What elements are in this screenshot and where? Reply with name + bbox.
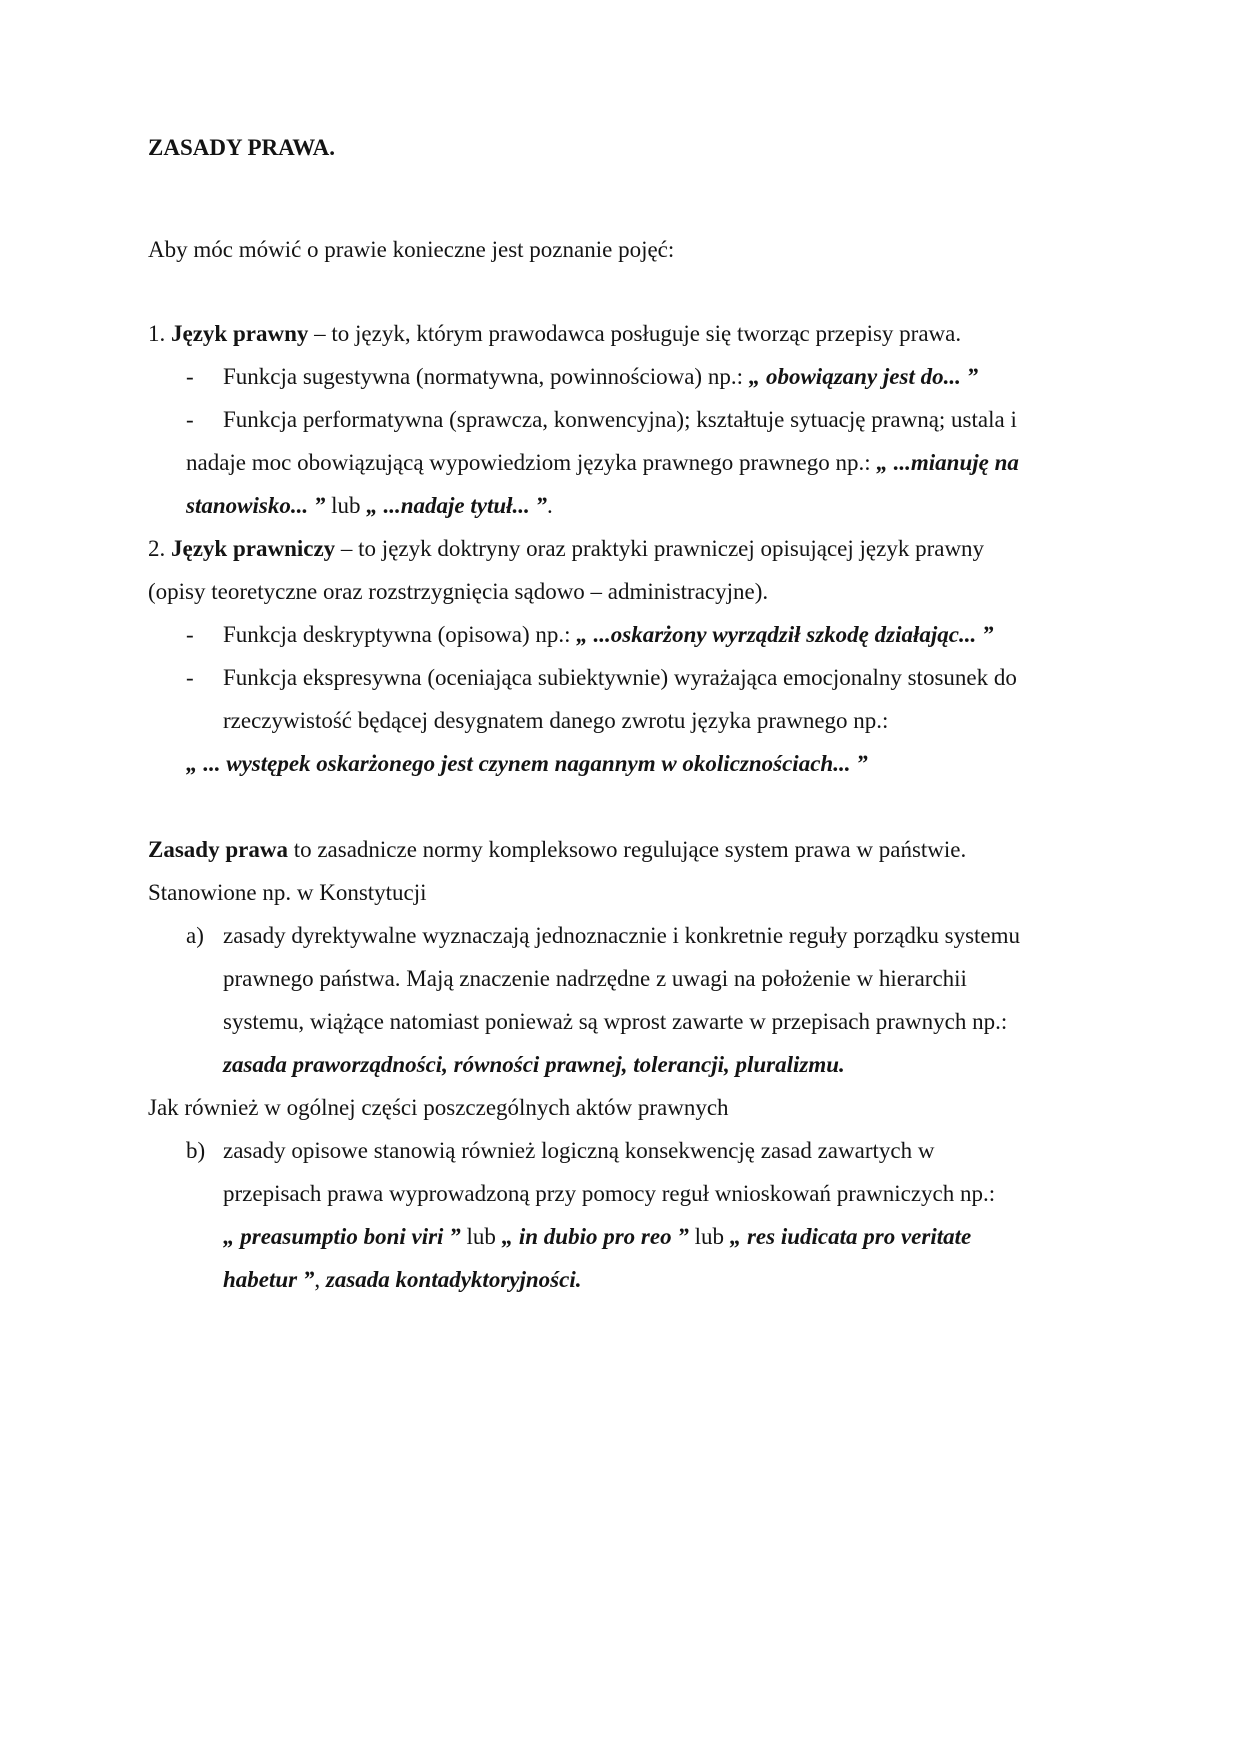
example-quote: „ obowiązany jest do... ” [748,364,979,389]
section-2-number: 2. [148,536,166,561]
item-a-line-2: prawnego państwa. Mają znaczenie nadrzędne z uwagi na położenie w hierarchii [223,966,967,991]
bullet-marker: - [186,407,194,432]
list-marker-a: a) [186,923,204,948]
section-2-heading [148,535,984,563]
intro-text: Aby móc mówić o prawie konieczne jest poznanie pojęć: [148,237,675,262]
example-quote: „ ...oskarżony wyrządził szkodę działając... ” [576,622,994,647]
example-quote: zasada kontadyktoryjności. [325,1267,582,1292]
section-2-term: Język prawniczy [171,536,336,561]
list-marker-b: b) [186,1138,206,1163]
section-1-bullet-2-line-2: nadaje moc obowiązującą wypowiedziom języka prawnego prawnego np.: „ ...mianuję na [186,450,1019,475]
principles-established: Stanowione np. w Konstytucji [148,880,427,905]
section-1-definition: – to język, którym prawodawca posługuje się tworząc przepisy prawa. [308,321,962,346]
example-quote: „ res iudicata pro veritate [729,1224,972,1249]
section-1-bullet-1: Funkcja sugestywna (normatywna, powinnościowa) np.: „ obowiązany jest do... ” [223,364,979,389]
item-a-line-1: zasady dyrektywalne wyznaczają jednoznacznie i konkretnie reguły porządku systemu [223,923,1021,948]
principles-term: Zasady prawa [148,837,288,862]
example-quote: stanowisko... ” [186,493,326,518]
principles-also: Jak również w ogólnej części poszczególnych aktów prawnych [148,1095,729,1120]
item-b-line-4: habetur ”, zasada kontadyktoryjności. [223,1267,582,1292]
section-2-bullet-2-line-2: rzeczywistość będącej desygnatem danego zwrotu języka prawnego np.: [223,708,889,733]
example-quote: „ ... występek oskarżonego jest czynem nagannym w okolicznościach... ” [186,751,868,776]
section-1-number: 1. [148,321,166,346]
section-2-bullet-2-line-1: Funkcja ekspresywna (oceniająca subiektywnie) wyrażająca emocjonalny stosunek do [223,665,1017,690]
section-1-bullet-2-line-3: stanowisko... ” lub „ ...nadaje tytuł... ”. [186,493,553,518]
item-a-line-3: systemu, wiążące natomiast ponieważ są wprost zawarte w przepisach prawnych np.: [223,1009,1008,1034]
principles-definition: Zasady prawa to zasadnicze normy kompleksowo regulujące system prawa w państwie. [148,837,967,862]
item-a-line-4 [223,1051,845,1079]
section-1-bullet-2-line-1: Funkcja performatywna (sprawcza, konwencyjna); kształtuje sytuację prawną; ustala i [223,407,1017,432]
section-2-bullet-1: Funkcja deskryptywna (opisowa) np.: „ ...oskarżony wyrządził szkodę działając... ” [223,622,994,647]
section-2-continuation: (opisy teoretyczne oraz rozstrzygnięcia sądowo – administracyjne). [148,579,769,604]
item-b-line-3: „ preasumptio boni viri ” lub „ in dubio pro reo ” lub „ res iudicata pro veritate [223,1224,972,1249]
bullet-marker: - [186,622,194,647]
example-quote: zasada praworządności, równości prawnej, tolerancji, pluralizmu. [223,1052,845,1077]
item-b-line-1: zasady opisowe stanowią również logiczną konsekwencję zasad zawartych w [223,1138,935,1163]
bullet-marker: - [186,665,194,690]
bullet-marker: - [186,364,194,389]
document-title: ZASADY PRAWA. [148,135,335,160]
section-1-term: Język prawny [171,321,309,346]
example-quote: habetur ” [223,1267,315,1292]
item-b-line-2: przepisach prawa wyprowadzoną przy pomocy reguł wnioskowań prawniczych np.: [223,1181,996,1206]
example-quote: „ in dubio pro reo ” [501,1224,689,1249]
section-2-bullet-2-line-3 [186,750,868,778]
section-2-definition: – to język doktryny oraz praktyki prawniczej opisującej język prawny [335,536,985,561]
section-1-heading [148,320,961,348]
example-quote: „ ...mianuję na [876,450,1019,475]
example-quote: „ preasumptio boni viri ” [223,1224,461,1249]
example-quote: „ ...nadaje tytuł... ” [366,493,548,518]
